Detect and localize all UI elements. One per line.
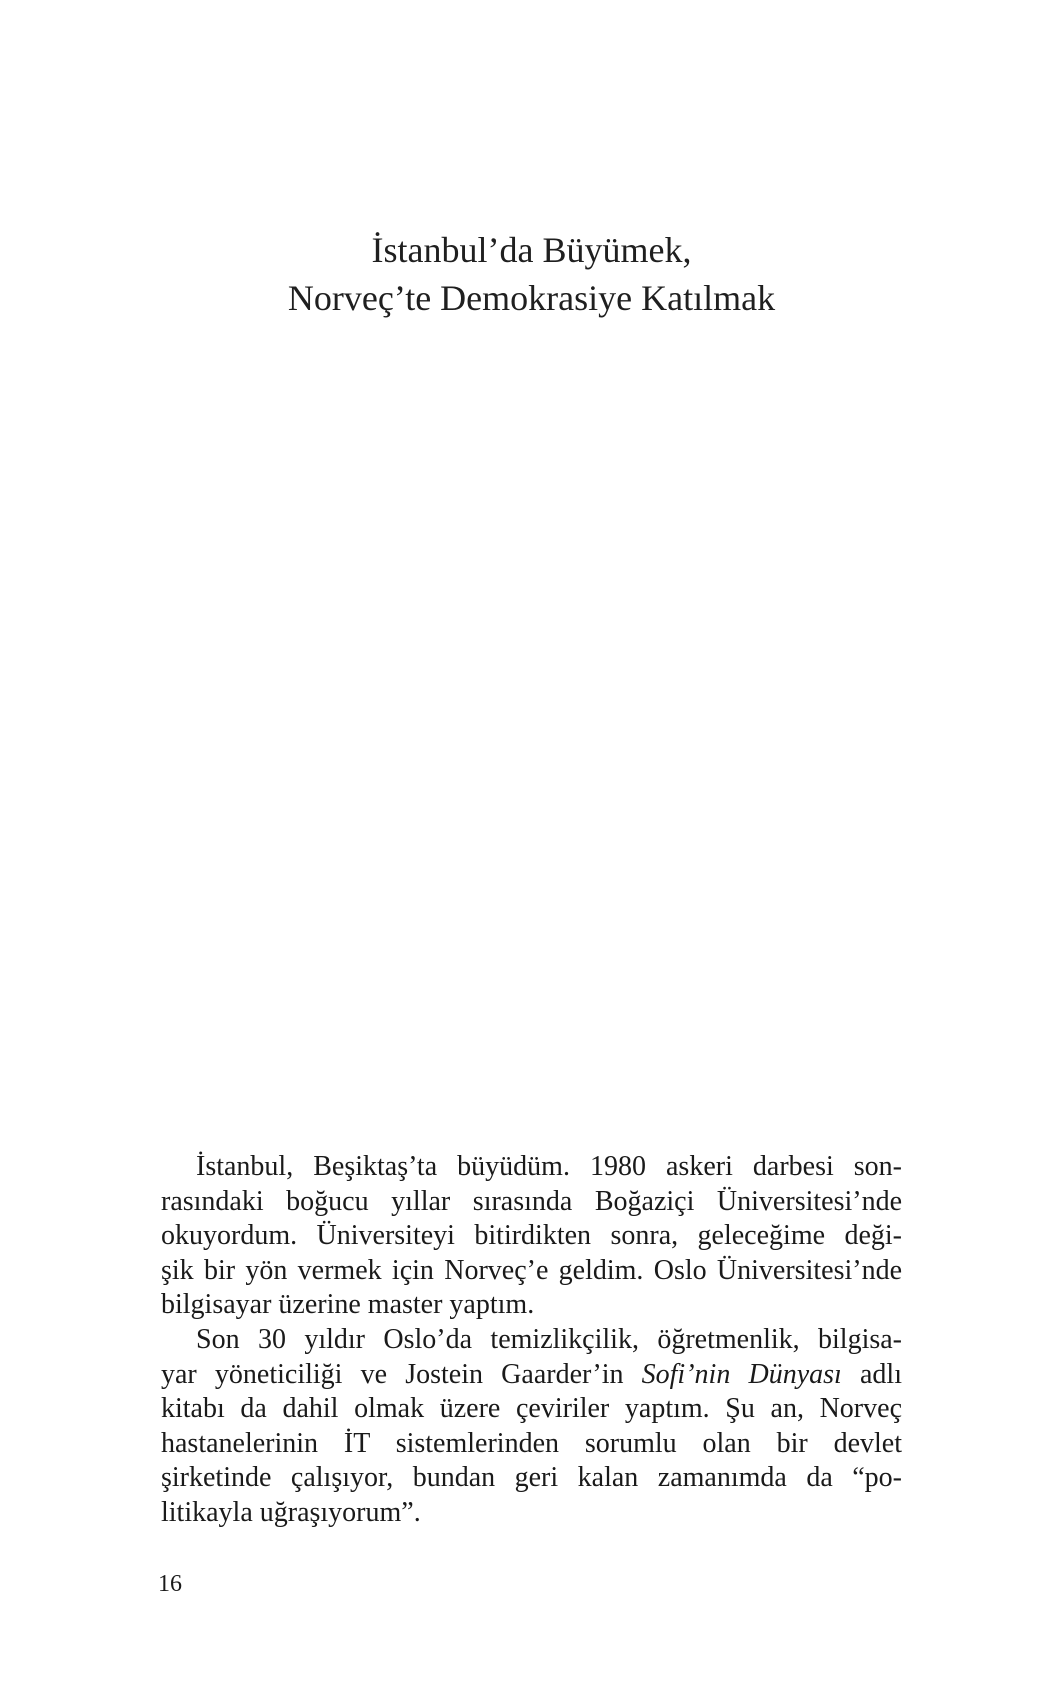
chapter-title-line-2: Norveç’te Demokrasiye Katılmak bbox=[287, 278, 776, 318]
page-number: 16 bbox=[158, 1571, 182, 1597]
paragraph-2 bbox=[161, 1323, 902, 1531]
paragraph-2-line: şirketinde çalışıyor, bundan geri kalan zamanımda da “po- bbox=[161, 1462, 902, 1494]
paragraph-1 bbox=[161, 1150, 902, 1323]
paragraph-1-line: bilgisayar üzerine master yaptım. bbox=[161, 1289, 535, 1321]
paragraph-1-line: İstanbul, Beşiktaş’ta büyüdüm. 1980 askeri darbesi son- bbox=[196, 1151, 902, 1182]
paragraph-2-text: yar yöneticiliği ve Jostein Gaarder’in bbox=[161, 1358, 642, 1390]
paragraph-1-line: okuyordum. Üniversiteyi bitirdikten sonra, geleceğime deği- bbox=[161, 1220, 902, 1252]
paragraph-2-line: litikayla uğraşıyorum”. bbox=[161, 1496, 421, 1528]
paragraph-1-line: şik bir yön vermek için Norveç’e geldim. Oslo Üniversitesi’nde bbox=[161, 1254, 902, 1286]
book-title-italic: Sofi’nin Dünyası bbox=[641, 1358, 842, 1390]
paragraph-2-line: hastanelerinin İT sistemlerinden sorumlu olan bir devlet bbox=[161, 1427, 902, 1459]
paragraph-1-line: rasındaki boğucu yıllar sırasında Boğaziçi Üniversitesi’nde bbox=[161, 1185, 902, 1217]
chapter-title-line-1: İstanbul’da Büyümek, bbox=[371, 230, 692, 270]
body-text bbox=[161, 1150, 902, 1531]
paragraph-2-line bbox=[161, 1358, 902, 1393]
paragraph-2-text: adlı bbox=[841, 1358, 902, 1390]
paragraph-2-line: Son 30 yıldır Oslo’da temizlikçilik, öğretmenlik, bilgisa- bbox=[196, 1323, 902, 1355]
paragraph-2-line: kitabı da dahil olmak üzere çeviriler yaptım. Şu an, Norveç bbox=[161, 1393, 902, 1425]
chapter-title bbox=[0, 226, 1063, 322]
